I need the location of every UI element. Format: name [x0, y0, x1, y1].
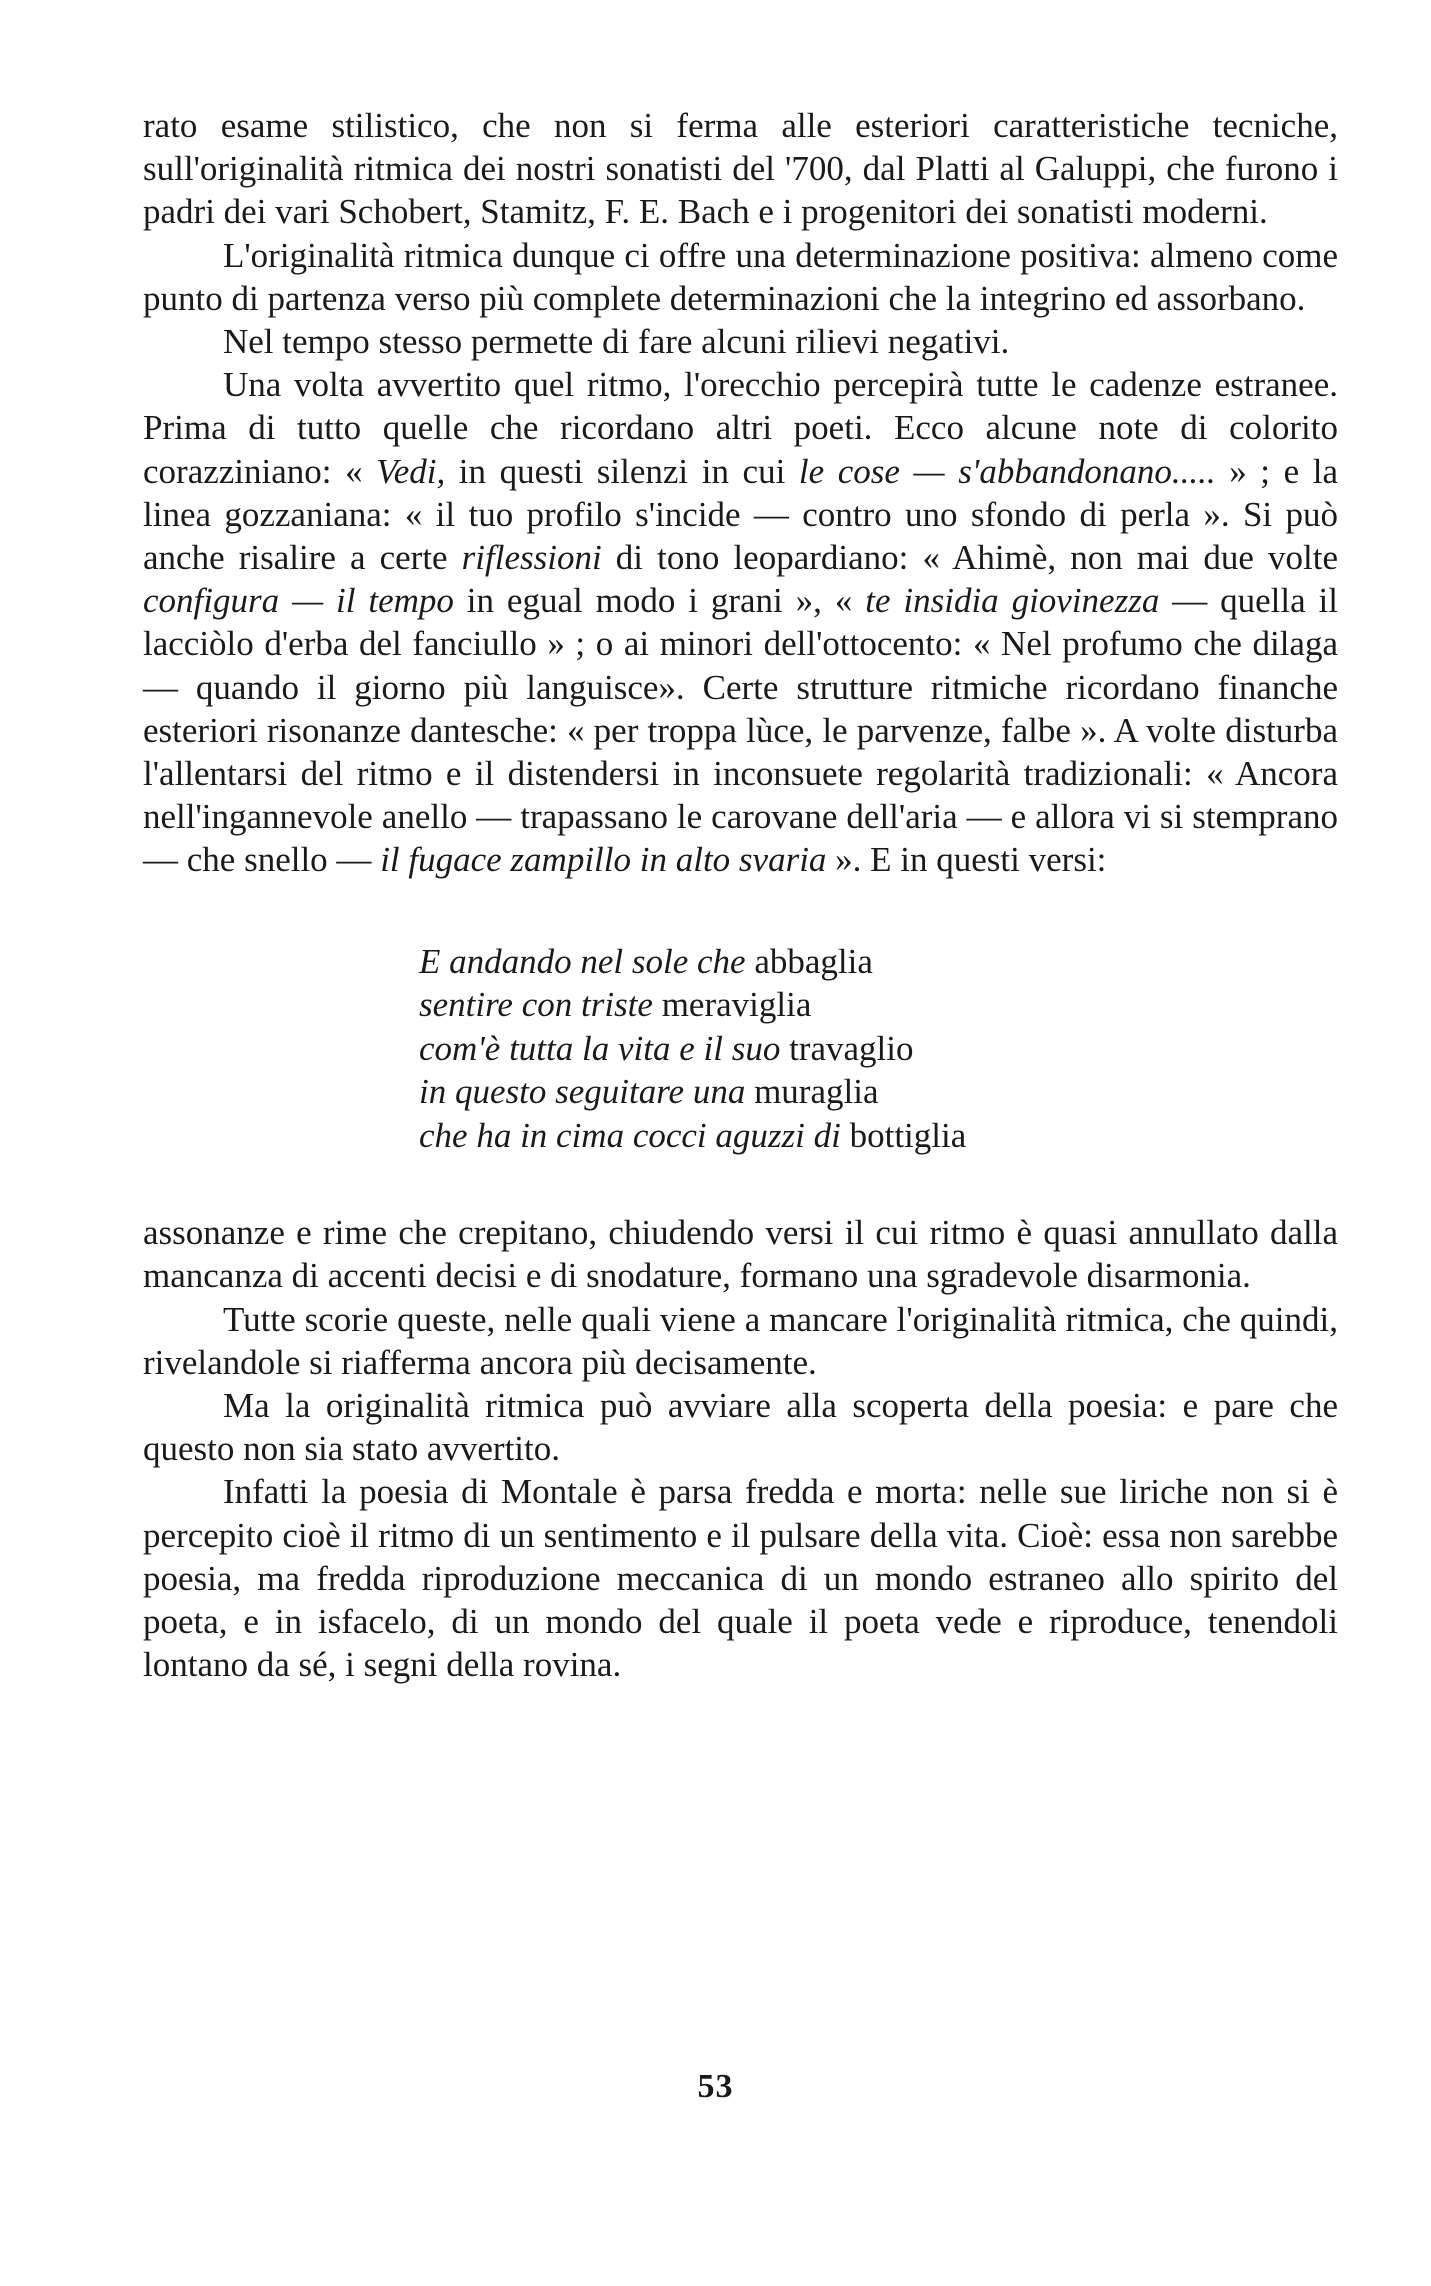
paragraph-quotations [143, 363, 1338, 881]
text-run: di tono leopardiano: « Ahimè, non mai due volte [601, 538, 1338, 578]
text-run: in questi silenzi in cui [445, 451, 799, 491]
italic-run: Vedi, [376, 451, 446, 491]
paragraph: L'originalità ritmica dunque ci offre una determinazione positiva: almeno come punto di partenza verso più complete determinazioni che la integrino ed assorbano. [143, 235, 1338, 318]
paragraph: Infatti la poesia di Montale è parsa fredda e morta: nelle sue liriche non si è percepito cioè il ritmo di un sentimento e il pulsare della vita. Cioè: essa non sarebbe poesia, ma fredda riproduzione meccanica di un mondo estraneo allo spirito del poeta, e in isfacelo, di un mondo del quale il poeta vede e riproduce, tenendoli lontano da sé, i segni della rovina. [143, 1472, 1338, 1685]
poem-line-italic: che ha in cima cocci aguzzi di [419, 1115, 841, 1155]
poem-line-italic: com'è tutta la vita e il suo [419, 1028, 781, 1068]
italic-run: le cose — s'abbandonano..... [798, 451, 1216, 491]
poem-line [419, 1027, 1338, 1071]
text-run: — quella il lacciòlo d'erba del fanciullo » ; o ai minori dell'ottocento: « Nel profumo che dilaga — quando il giorno più languisce». Certe strutture ritmiche ricordano finanche esteriori risonanze dantesche: « per troppa lùce, le parvenze, falbe ». A volte disturba l'allentarsi del ritmo e il distendersi in inconsuete regolarità tradizionali: « Ancora nell'ingannevole anello — trapassano le carovane dell'aria — e allora vi si stemprano — che snello — [143, 581, 1338, 880]
paragraph-continued: assonanze e rime che crepitano, chiudendo versi il cui ritmo è quasi annullato dalla mancanza di accenti decisi e di snodature, formano una sgradevole disarmonia. [143, 1213, 1338, 1296]
italic-run: configura — il tempo [143, 581, 454, 621]
italic-run: te insidia giovinezza [865, 581, 1160, 621]
paragraph-continued: rato esame stilistico, che non si ferma alle esteriori caratteristiche tecniche, sull'originalità ritmica dei nostri sonatisti del '700, dal Platti al Galuppi, che furono i padri dei vari Schobert, Stamitz, F. E. Bach e i progenitori dei sonatisti moderni. [143, 106, 1338, 232]
text-run: Una volta avvertito quel ritmo, l'orecchio percepirà tutte le cadenze estranee. Prima di tutto quelle che ricordano altri poeti. Ecco alcune note di colorito corazziniano: « [143, 365, 1338, 491]
text-run: ». E in questi versi: [826, 840, 1107, 880]
poem-line-italic: in questo seguitare una [419, 1072, 746, 1112]
paragraph: Tutte scorie queste, nelle quali viene a mancare l'originalità ritmica, che quindi, rivelandole si riafferma ancora più decisamente. [143, 1299, 1338, 1382]
poem-line-italic: sentire con triste [419, 985, 653, 1025]
body-text [143, 104, 1338, 882]
poem-line [419, 983, 1338, 1027]
poem-line-roman: travaglio [789, 1028, 914, 1068]
poem-line-roman: bottiglia [849, 1115, 967, 1155]
page-number: 53 [697, 2068, 734, 2105]
body-text-continued [143, 1211, 1338, 1686]
paragraph: Nel tempo stesso permette di fare alcuni rilievi negativi. [223, 322, 1010, 362]
italic-run: il fugace zampillo in alto svaria [380, 840, 827, 880]
text-run: » ; e la linea gozzaniana: « il tuo profilo s'incide — contro uno sfondo di perla ». Si può anche risalire a certe [143, 451, 1338, 578]
poem-quote [419, 940, 1338, 1158]
poem-line-italic: E andando nel sole che [419, 941, 746, 981]
poem-line [419, 1114, 1338, 1158]
poem-line [419, 1070, 1338, 1114]
book-page [143, 104, 1338, 1686]
poem-line-roman: meraviglia [661, 985, 812, 1025]
poem-line [419, 940, 1338, 984]
poem-line-roman: muraglia [754, 1072, 879, 1112]
paragraph: Ma la originalità ritmica può avviare alla scoperta della poesia: e pare che questo non sia stato avvertito. [143, 1385, 1338, 1469]
poem-line-roman: abbaglia [754, 941, 873, 981]
italic-run: riflessioni [461, 538, 602, 578]
text-run: in egual modo i grani », « [453, 581, 866, 621]
